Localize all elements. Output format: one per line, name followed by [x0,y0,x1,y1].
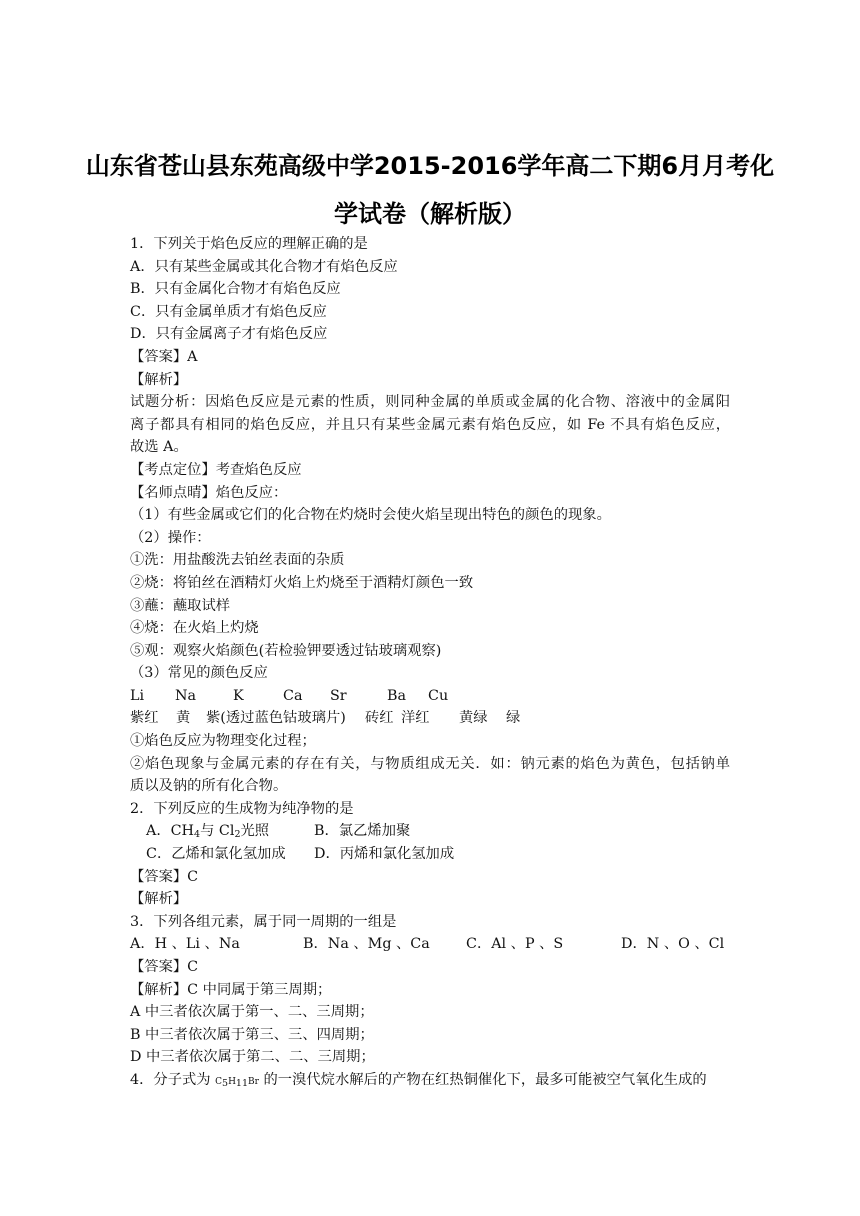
q3-answer: 【答案】C [130,959,199,975]
q3-analysis-4: D 中三者依次属于第二、二、三周期； [130,1049,375,1066]
q1-analysis-line1: 试题分析：因焰色反应是元素的性质，则同种金属的单质或金属的化合物、溶液中的金属阳 [130,394,730,411]
q3-stem: 3．下列各组元素，属于同一周期的一组是 [130,913,397,930]
q1-note-8: （3）常见的颜色反应 [130,665,268,682]
element-cu: Cu [428,687,449,704]
q1-note-1: （1）有些金属或它们的化合物在灼烧时会使火焰呈现出特色的颜色的现象。 [130,507,611,524]
q1-note-5: ③蘸：蘸取试样 [130,597,231,614]
q1-option-a: A．只有某些金属或其化合物才有焰色反应 [130,258,398,275]
q2-option-d: D．丙烯和氯化氢加成 [314,846,455,863]
q1-note2-3: 质以及钠的所有化合物。 [130,778,288,795]
q3-option-a: A．H 、Li 、Na [130,936,240,953]
q3-analysis-1: 【解析】C 中同属于第三周期； [130,981,332,998]
document-body [130,233,730,1092]
q3-analysis-3: B 中三者依次属于第三、三、四周期； [130,1026,374,1043]
q3-options-row [130,933,730,956]
q2-answer: 【答案】C [130,868,199,885]
color-cu: 绿 [506,710,521,727]
q1-analysis-line2: 离子都具有相同的焰色反应，并且只有某些金属元素有焰色反应，如 Fe 不具有焰色反应， [130,416,730,433]
color-li: 紫红 [130,710,159,727]
q1-note-2: （2）操作： [130,529,211,546]
color-na: 黄 [176,710,191,727]
q1-analysis-line3: 故选 A。 [130,439,188,456]
q2-stem: 2．下列反应的生成物为纯净物的是 [130,800,354,817]
color-k: 紫(透过蓝色钴玻璃片) [206,710,346,727]
q3-option-b: B．Na 、Mg 、Ca [303,936,430,953]
q2-options-row2 [130,843,730,866]
color-ba: 黄绿 [459,710,488,727]
q1-note2-2: ②焰色现象与金属元素的存在有关，与物质组成无关．如：钠元素的焰色为黄色，包括钠单 [130,755,730,772]
color-sr: 洋红 [401,710,430,727]
q1-note-3: ①洗：用盐酸洗去铂丝表面的杂质 [130,552,345,569]
q2-option-c: C．乙烯和氯化氢加成 [146,846,286,863]
q2-option-a: A．$CH_4$与 $Cl_2$光照 [146,823,270,841]
element-k: K [233,687,244,704]
element-li: Li [130,687,145,704]
color-row [130,707,730,730]
element-sr: Sr [330,687,347,704]
q2-options-row1 [130,820,730,843]
q4-stem: 4．分子式为 C5H11Br 的一溴代烷水解后的产物在红热铜催化下，最多可能被空气氧化生成的 [130,1071,707,1089]
color-ca: 砖红 [365,710,394,727]
q1-analysis-label: 【解析】 [130,371,188,388]
q3-analysis-2: A 中三者依次属于第一、二、三周期； [130,1004,374,1021]
q1-kaodian: 【考点定位】考查焰色反应 [130,461,302,478]
q3-option-d: D．N 、O 、Cl [621,936,725,953]
q4-formula: C5H11Br [215,1076,259,1089]
q1-option-d: D．只有金属离子才有焰色反应 [130,326,328,343]
element-ca: Ca [283,687,303,704]
element-na: Na [175,687,197,704]
q2-option-b: B．氯乙烯加聚 [314,823,411,840]
q1-note-7: ⑤观：观察火焰颜色(若检验钾要透过钴玻璃观察) [130,642,442,659]
element-row [130,685,730,708]
q1-answer: 【答案】A [130,348,198,365]
q3-option-c: C．Al 、P 、S [466,936,564,953]
element-ba: Ba [387,687,407,704]
page-title-line2: 学试卷（解析版） [334,200,526,228]
page-title-line1: 山东省苍山县东苑高级中学2015-2016学年高二下期6月月考化 [85,152,775,180]
q1-note-6: ④烧：在火焰上灼烧 [130,620,259,637]
q1-note2-1: ①焰色反应为物理变化过程； [130,733,316,750]
q1-option-c: C．只有金属单质才有焰色反应 [130,303,327,320]
q1-mingshi: 【名师点晴】焰色反应： [130,484,288,501]
q2-analysis-label: 【解析】 [130,891,188,908]
q1-stem: 1．下列关于焰色反应的理解正确的是 [130,236,368,252]
q1-option-b: B．只有金属化合物才有焰色反应 [130,281,341,298]
q1-note-4: ②烧：将铂丝在酒精灯火焰上灼烧至于酒精灯颜色一致 [130,574,474,591]
